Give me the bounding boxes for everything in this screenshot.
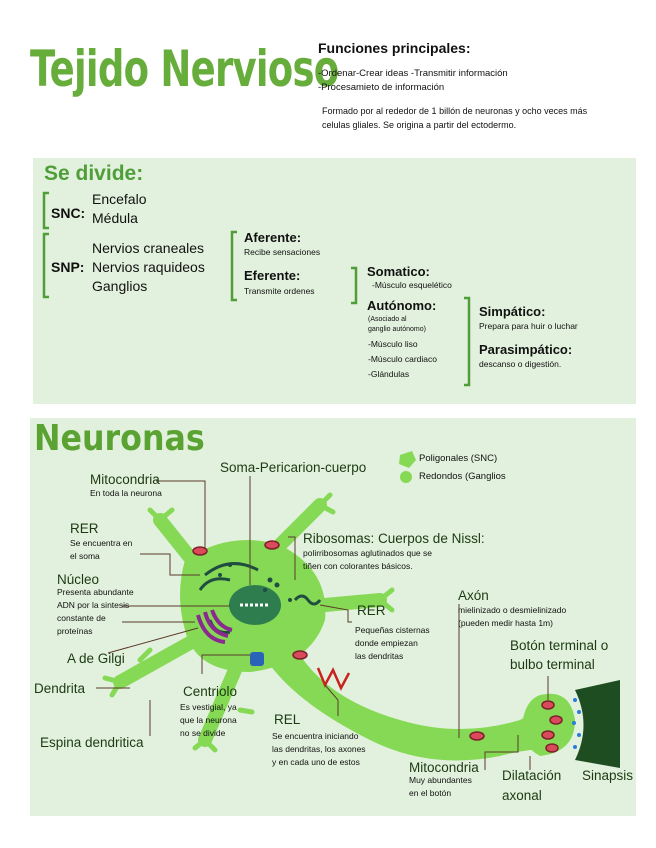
snp-label: SNP: bbox=[51, 259, 85, 275]
rel-desc-3: y en cada uno de estos bbox=[272, 757, 360, 767]
snc-item-medula: Médula bbox=[92, 210, 138, 226]
funciones-line-2: -Procesamieto de información bbox=[318, 82, 445, 93]
mito2-desc-2: en el botón bbox=[409, 788, 452, 798]
mito1-title: Mitocondria bbox=[90, 472, 160, 487]
rer1-desc-1: Se encuentra en bbox=[70, 538, 133, 548]
ribosomas-desc-1: polirribosomas aglutinados que se bbox=[303, 548, 432, 558]
soma-label: Soma-Pericarion-cuerpo bbox=[220, 460, 367, 475]
rer2-desc-2: donde empiezan bbox=[355, 638, 418, 648]
simpatico-desc: Prepara para huir o luchar bbox=[479, 321, 578, 331]
autonomo-item-liso: -Músculo liso bbox=[368, 339, 418, 349]
centriolo-title: Centriolo bbox=[183, 684, 238, 699]
rel-desc-1: Se encuentra iniciando bbox=[272, 731, 359, 741]
espina-label: Espina dendritica bbox=[40, 735, 144, 750]
autonomo-title: Autónomo: bbox=[367, 298, 437, 313]
parasimpatico-title: Parasimpático: bbox=[479, 342, 573, 357]
eferente-title: Eferente: bbox=[244, 268, 301, 283]
funciones-description: Formado por al rededor de 1 billón de neuronas y ocho veces más celulas gliales. Se origina a partir del ectodermo. bbox=[322, 106, 588, 130]
snp-item-ganglios: Ganglios bbox=[92, 278, 148, 294]
rel-title: REL bbox=[274, 712, 301, 727]
legend-poligonales: Poligonales (SNC) bbox=[419, 453, 498, 464]
axon-desc-1: mielinizado o desmielinizado bbox=[458, 605, 567, 615]
eferente-desc: Transmite ordenes bbox=[244, 286, 315, 296]
legend-polygon-icon bbox=[399, 451, 416, 468]
rer1-title: RER bbox=[70, 521, 99, 536]
centriolo-desc-3: no se divide bbox=[180, 728, 226, 738]
rer2-desc-1: Pequeñas cisternas bbox=[355, 625, 430, 635]
centriolo bbox=[250, 652, 264, 666]
funciones-title: Funciones principales: bbox=[318, 40, 471, 56]
axon-title: Axón bbox=[458, 588, 489, 603]
ribosomas-desc-2: tiñen con colorantes básicos. bbox=[303, 561, 413, 571]
simpatico-title: Simpático: bbox=[479, 304, 546, 319]
aferente-title: Aferente: bbox=[244, 230, 302, 245]
aferente-desc: Recibe sensaciones bbox=[244, 247, 321, 257]
rer1-desc-2: el soma bbox=[70, 551, 100, 561]
snp-item-raquideos: Nervios raquideos bbox=[92, 259, 205, 275]
boton-label-1: Botón terminal o bbox=[510, 638, 609, 653]
centriolo-desc-1: Es vestigial, ya bbox=[180, 702, 237, 712]
snp-item-craneales: Nervios craneales bbox=[92, 240, 205, 256]
axon-desc-2: (pueden medir hasta 1m) bbox=[458, 618, 553, 628]
funciones-line-1: -Ordenar-Crear ideas -Transmitir información bbox=[318, 68, 508, 79]
mito2-desc-1: Muy abundantes bbox=[409, 775, 472, 785]
somatico-desc: -Músculo esquelético bbox=[372, 280, 452, 290]
snc-label: SNC: bbox=[51, 205, 86, 221]
dilatacion-label-2: axonal bbox=[502, 788, 542, 803]
ribosomas-title: Ribosomas: Cuerpos de Nissl: bbox=[303, 531, 485, 546]
rel-desc-2: las dendritas, los axones bbox=[272, 744, 366, 754]
divide-title: Se divide: bbox=[44, 162, 144, 185]
autonomo-note-1: (Asociado al bbox=[368, 316, 407, 323]
neuronas-title: Neuronas bbox=[34, 418, 205, 459]
autonomo-item-cardiaco: -Músculo cardiaco bbox=[368, 354, 437, 364]
snc-item-encefalo: Encefalo bbox=[92, 191, 147, 207]
nucleo-title: Núcleo bbox=[57, 572, 100, 587]
nucleo-desc-1: Presenta abundante bbox=[57, 587, 134, 597]
dendrita-label: Dendrita bbox=[34, 681, 86, 696]
parasimpatico-desc: descanso o digestión. bbox=[479, 359, 562, 369]
golgi-label: A de Gilgi bbox=[67, 651, 125, 666]
rer2-title: RER bbox=[357, 603, 386, 618]
autonomo-note-2: ganglio autónomo) bbox=[368, 326, 426, 333]
autonomo-item-glandulas: -Glándulas bbox=[368, 369, 410, 379]
dilatacion-label-1: Dilatación bbox=[502, 768, 562, 783]
mito1-desc: En toda la neurona bbox=[90, 488, 162, 498]
sinapsis-label: Sinapsis bbox=[582, 768, 634, 783]
rer2-desc-3: las dendritas bbox=[355, 651, 404, 661]
nucleo-desc-2: ADN por la sintesis bbox=[57, 600, 130, 610]
synapse-target bbox=[575, 680, 620, 768]
nucleo-desc-3: constante de bbox=[57, 613, 106, 623]
mito2-title: Mitocondria bbox=[409, 760, 479, 775]
nucleo-desc-4: proteínas bbox=[57, 626, 93, 636]
page-title: Tejido Nervioso bbox=[30, 40, 339, 98]
somatico-title: Somatico: bbox=[367, 264, 430, 279]
centriolo-desc-2: que la neurona bbox=[180, 715, 237, 725]
boton-label-2: bulbo terminal bbox=[510, 657, 595, 672]
legend-redondos: Redondos (Ganglios bbox=[419, 471, 506, 482]
legend-round-icon bbox=[400, 471, 412, 483]
